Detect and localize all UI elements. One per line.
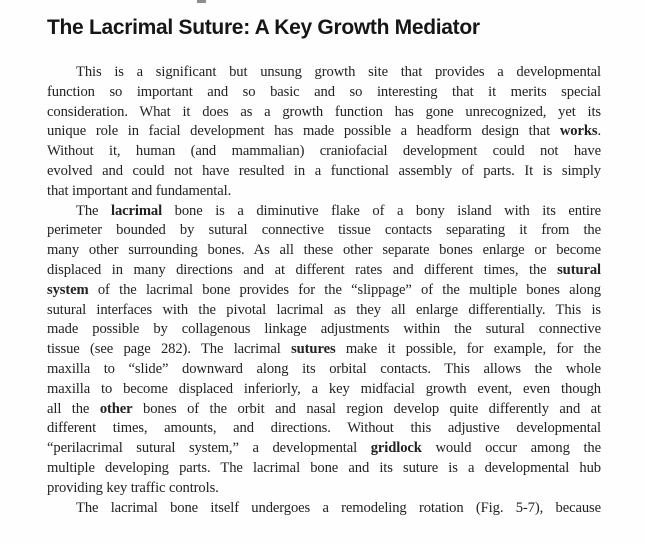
text-line xyxy=(47,439,601,459)
text-line xyxy=(47,182,601,202)
text-segment: The lacrimal bone itself undergoes a remodeling rotation (Fig. 5-7), because xyxy=(76,499,601,516)
text-line xyxy=(47,360,601,380)
text-segment: The xyxy=(76,202,111,219)
text-segment: different times, amounts, and directions. Without this adjustive developmental xyxy=(47,420,601,437)
text-segment: maxilla to become displaced inferiorly, a key midfacial growth event, even though xyxy=(47,380,601,397)
text-line xyxy=(47,459,601,479)
text-line xyxy=(47,281,601,301)
text-line xyxy=(47,202,601,222)
text-segment: unique role in facial development has made possible a headform design that xyxy=(47,123,560,140)
text-segment: function so important and so basic and so interesting that it merits special xyxy=(47,83,601,100)
text-segment: many other surrounding bones. As all these other separate bones enlarge or become xyxy=(47,242,601,259)
text-line xyxy=(47,221,601,241)
bold-term: sutures xyxy=(291,341,336,358)
text-segment: make it possible, for example, for the xyxy=(335,341,601,358)
text-line xyxy=(47,380,601,400)
text-segment: made possible by collagenous linkage adjustments within the sutural connective xyxy=(47,321,601,338)
text-segment: Without it, human (and mammalian) craniofacial development could not have xyxy=(47,143,601,160)
text-segment: bone is a diminutive flake of a bony island with its entire xyxy=(162,202,601,219)
text-segment: . xyxy=(597,123,601,140)
bold-term: gridlock xyxy=(370,440,422,457)
text-line xyxy=(47,320,601,340)
bold-term: sutural xyxy=(557,261,601,278)
text-segment: evolved and could not have resulted in a functional assembly of parts. It is simply xyxy=(47,162,601,179)
text-segment: consideration. What it does as a growth function has gone unrecognized, yet its xyxy=(47,103,601,120)
page-title: The Lacrimal Suture: A Key Growth Mediator xyxy=(47,16,480,39)
bold-term: other xyxy=(99,400,133,417)
text-line xyxy=(47,162,601,182)
text-line xyxy=(47,142,601,162)
text-segment: sutural interfaces with the pivotal lacrimal as they all enlarge differentially. This is xyxy=(47,301,601,318)
text-line xyxy=(47,340,601,360)
bold-term: lacrimal xyxy=(110,202,163,219)
text-segment: bones of the orbit and nasal region develop quite differently and at xyxy=(132,400,601,417)
text-line xyxy=(47,400,601,420)
text-segment: providing key traffic controls. xyxy=(47,479,219,496)
text-line xyxy=(47,241,601,261)
text-line xyxy=(47,419,601,439)
text-segment: perimeter bounded by sutural connective tissue contacts separating it from the xyxy=(47,222,601,239)
text-line xyxy=(47,103,601,123)
text-segment: all the xyxy=(47,400,100,417)
text-line xyxy=(47,83,601,103)
page-content xyxy=(47,15,601,41)
text-line xyxy=(47,63,601,83)
scan-artifact xyxy=(197,0,206,3)
text-line xyxy=(47,301,601,321)
text-segment: of the lacrimal bone provides for the “slippage” of the multiple bones along xyxy=(88,281,601,298)
text-line xyxy=(47,499,601,519)
text-segment: would occur among the xyxy=(421,440,601,457)
body-text xyxy=(47,63,601,518)
text-segment: tissue (see page 282). The lacrimal xyxy=(47,341,292,358)
text-line xyxy=(47,122,601,142)
text-line xyxy=(47,479,601,499)
text-line xyxy=(47,261,601,281)
bold-term: system xyxy=(47,281,89,298)
text-segment: This is a significant but unsung growth site that provides a developmental xyxy=(76,64,601,80)
text-segment: that important and fundamental. xyxy=(47,182,232,199)
bold-term: works xyxy=(559,123,598,140)
text-segment: multiple developing parts. The lacrimal bone and its suture is a developmental hub xyxy=(47,459,601,476)
text-segment: “perilacrimal sutural system,” a developmental xyxy=(47,440,371,457)
text-segment: maxilla to “slide” downward along its orbital contacts. This allows the whole xyxy=(47,360,601,377)
text-segment: displaced in many directions and at different rates and different times, the xyxy=(47,261,558,278)
